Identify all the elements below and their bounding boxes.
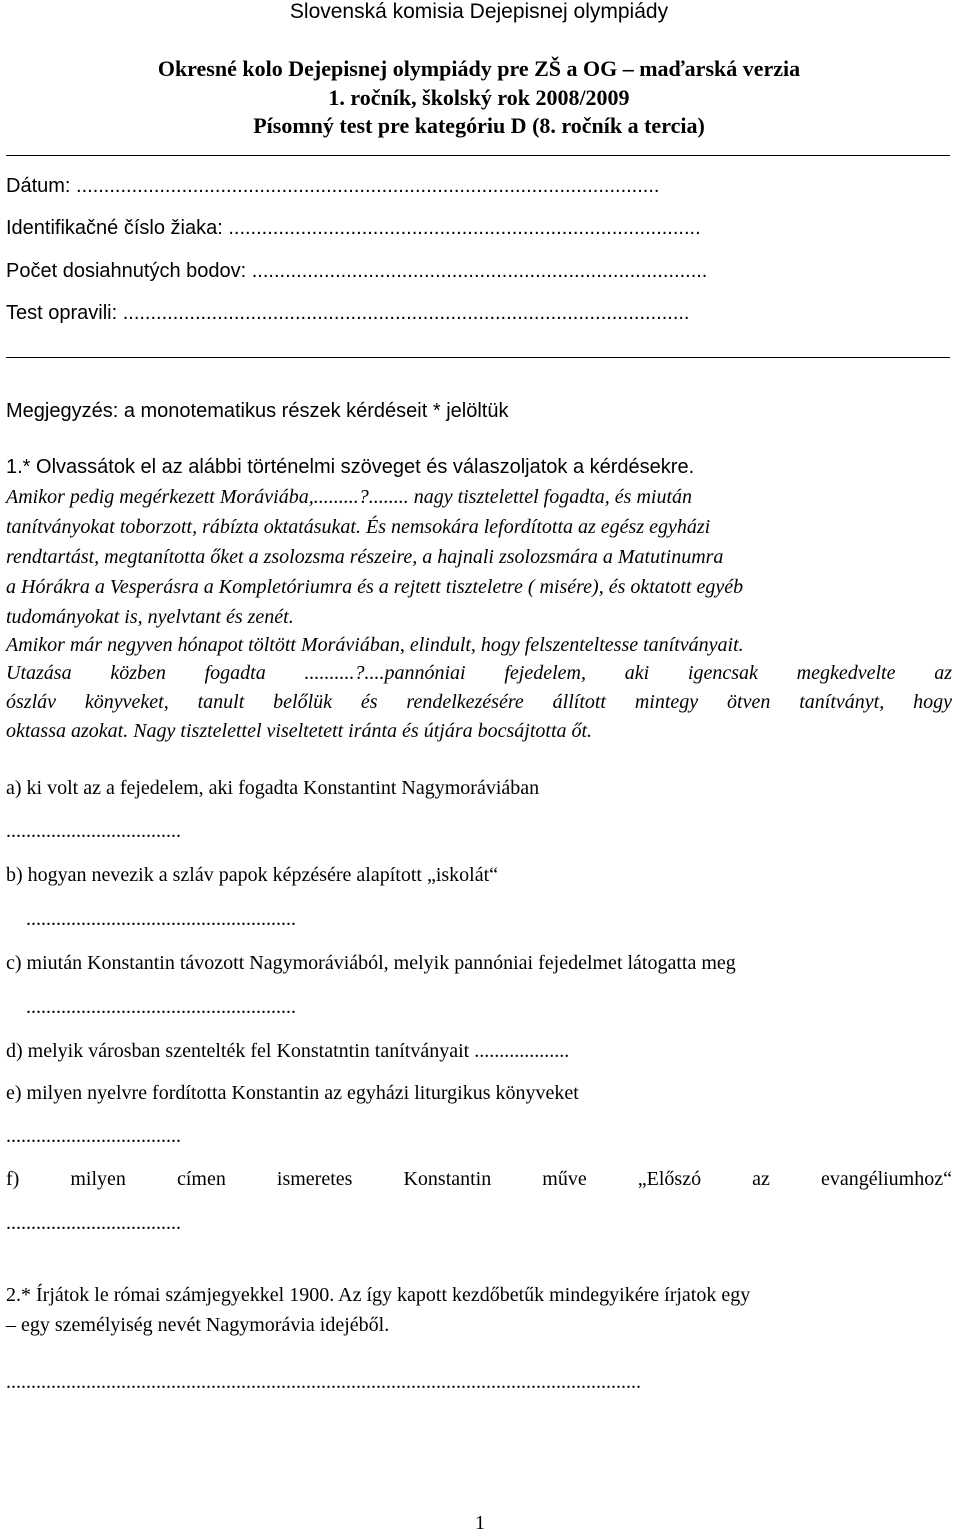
task2-line-1: 2.* Írjátok le római számjegyekkel 1900. Az így kapott kezdőbetűk mindegyikére írjatok egy <box>6 1284 751 1306</box>
task2-line-2: – egy személyiség nevét Nagymorávia idejéből. <box>6 1314 390 1336</box>
source-text-line: tudományokat is, nyelvtant és zenét. <box>6 606 294 628</box>
answer-line-e: ................................... <box>6 1125 181 1147</box>
answer-line-b: ...................................................... <box>26 908 296 930</box>
page-number: 1 <box>475 1512 485 1534</box>
answer-line-task2: ............................................................................................................................... <box>6 1371 641 1393</box>
date-field: Dátum: ......................................................................................................... <box>6 175 660 197</box>
source-text-line: rendtartást, megtanította őket a zsolozsma részeire, a hajnali zsolozsmára a Matutinumra <box>6 546 724 568</box>
source-text-line: tanítványokat toborzott, rábízta oktatásukat. És nemsokára lefordította az egész egyházi <box>6 516 711 538</box>
question-b: b) hogyan nevezik a szláv papok képzésére alapított „iskolát“ <box>6 864 499 886</box>
question-a: a) ki volt az a fejedelem, aki fogadta Konstantint Nagymoráviában <box>6 777 540 799</box>
organization-title: Slovenská komisia Dejepisnej olympiády <box>289 0 669 23</box>
title-line-3: Písomný test pre kategóriu D (8. ročník a tercia) <box>253 113 705 138</box>
student-id-field: Identifikačné číslo žiaka: ..................................................................................... <box>6 217 701 239</box>
fields-divider <box>6 357 950 358</box>
question-e: e) milyen nyelvre fordította Konstantin az egyházi liturgikus könyveket <box>6 1082 579 1104</box>
task1-instruction: 1.* Olvassátok el az alábbi történelmi szöveget és válaszoljatok a kérdésekre. <box>6 456 695 478</box>
source-text-line: Amikor pedig megérkezett Moráviába,.........?........ nagy tisztelettel fogadta, és miután <box>6 486 692 508</box>
note-text: Megjegyzés: a monotematikus részek kérdéseit * jelöltük <box>6 400 509 422</box>
answer-line-a: ................................... <box>6 820 181 842</box>
question-f: f) milyen címen ismeretes Konstantin műve „Előszó az evangéliumhoz“ <box>6 1168 952 1190</box>
source-text-line: Amikor már negyven hónapot töltött Moráviában, elindult, hogy felszenteltesse tanítványait. <box>6 634 744 656</box>
question-d: d) melyik városban szentelték fel Konstatntin tanítványait ................... <box>6 1040 570 1062</box>
source-text-line: a Hórákra a Vesperásra a Kompletóriumra és a rejtett tiszteletre ( misére), és oktatott egyéb <box>6 576 744 598</box>
top-divider <box>6 155 950 156</box>
corrected-by-field: Test opravili: ...................................................................................................... <box>6 302 690 324</box>
answer-line-f: ................................... <box>6 1212 181 1234</box>
source-text-line: Utazása közben fogadta ..........?....pannóniai fejedelem, aki igencsak megkedvelte az <box>6 662 952 684</box>
points-field: Počet dosiahnutých bodov: .................................................................................. <box>6 260 708 282</box>
answer-line-c: ...................................................... <box>26 996 296 1018</box>
source-text-line: ószláv könyveket, tanult belőlük és rendelkezésére állított mintegy ötven tanítványt, hogy <box>6 691 952 713</box>
source-text-line: oktassa azokat. Nagy tisztelettel viseltetett iránta és útjára bocsájtotta őt. <box>6 720 593 742</box>
question-c: c) miután Konstantin távozott Nagymoráviából, melyik pannóniai fejedelmet látogatta meg <box>6 952 736 974</box>
title-line-1: Okresné kolo Dejepisnej olympiády pre ZŠ a OG – maďarská verzia <box>157 56 801 81</box>
title-line-2: 1. ročník, školský rok 2008/2009 <box>328 85 630 110</box>
